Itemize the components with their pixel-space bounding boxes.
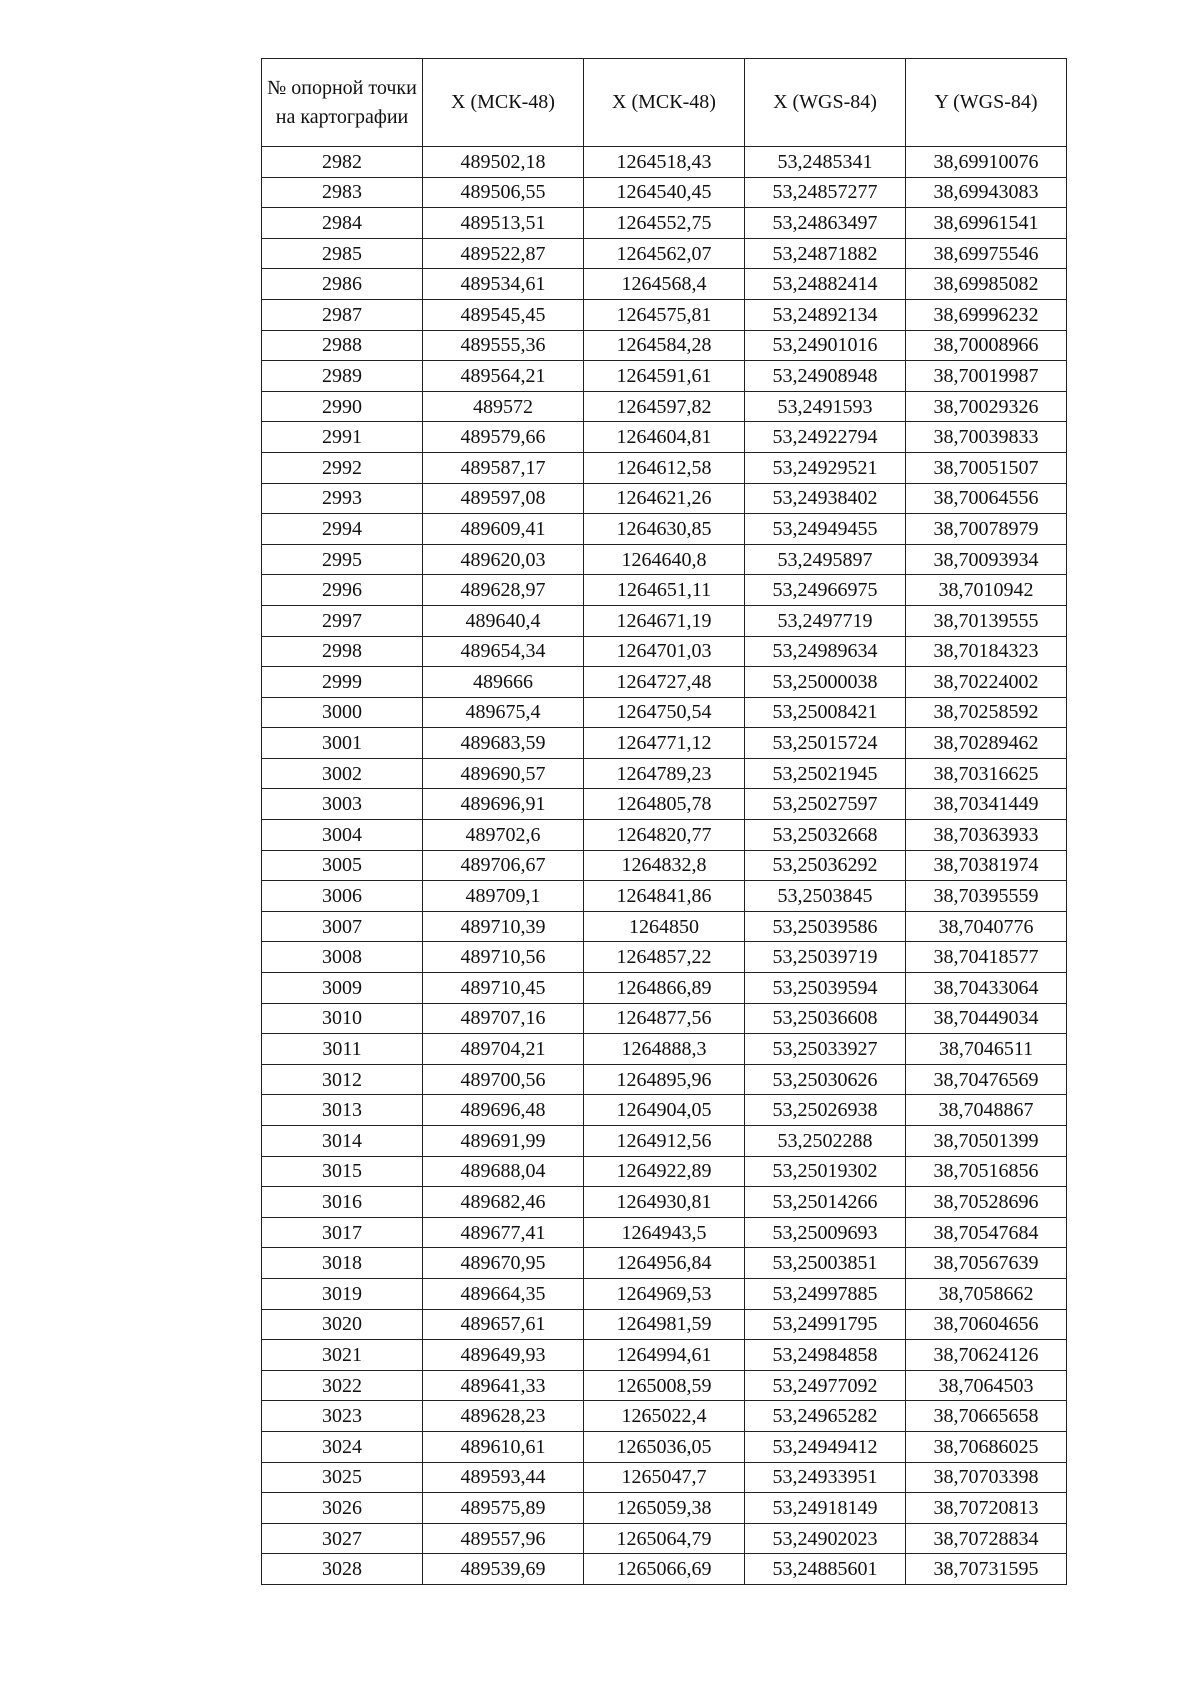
cell-x-wgs84: 53,24885601 <box>745 1554 906 1585</box>
cell-point-number: 2989 <box>262 361 423 392</box>
cell-point-number: 2995 <box>262 544 423 575</box>
cell-x-wgs84: 53,25000038 <box>745 667 906 698</box>
cell-y-wgs84: 38,70341449 <box>906 789 1067 820</box>
cell-x-msk48-b: 1265059,38 <box>584 1493 745 1524</box>
cell-y-wgs84: 38,69975546 <box>906 238 1067 269</box>
cell-y-wgs84: 38,70029326 <box>906 391 1067 422</box>
cell-x-msk48-b: 1264727,48 <box>584 667 745 698</box>
cell-x-wgs84: 53,24929521 <box>745 452 906 483</box>
table-row <box>262 147 1067 178</box>
cell-x-wgs84: 53,24977092 <box>745 1370 906 1401</box>
cell-x-wgs84: 53,24863497 <box>745 208 906 239</box>
table-row <box>262 1095 1067 1126</box>
cell-x-wgs84: 53,25015724 <box>745 728 906 759</box>
cell-y-wgs84: 38,70547684 <box>906 1217 1067 1248</box>
cell-x-msk48-a: 489664,35 <box>423 1278 584 1309</box>
cell-x-msk48-a: 489677,41 <box>423 1217 584 1248</box>
cell-x-msk48-a: 489579,66 <box>423 422 584 453</box>
cell-x-wgs84: 53,24918149 <box>745 1493 906 1524</box>
cell-point-number: 3011 <box>262 1034 423 1065</box>
cell-y-wgs84: 38,70289462 <box>906 728 1067 759</box>
cell-x-wgs84: 53,25039719 <box>745 942 906 973</box>
cell-x-msk48-b: 1264540,45 <box>584 177 745 208</box>
cell-y-wgs84: 38,70395559 <box>906 881 1067 912</box>
cell-point-number: 3024 <box>262 1431 423 1462</box>
table-row <box>262 1248 1067 1279</box>
cell-x-msk48-a: 489710,45 <box>423 973 584 1004</box>
header-point-number: № опорной точки на картографии <box>262 59 423 147</box>
cell-x-msk48-a: 489707,16 <box>423 1003 584 1034</box>
table-row <box>262 422 1067 453</box>
cell-y-wgs84: 38,70703398 <box>906 1462 1067 1493</box>
cell-x-msk48-b: 1264994,61 <box>584 1340 745 1371</box>
cell-x-msk48-b: 1264832,8 <box>584 850 745 881</box>
cell-x-msk48-a: 489575,89 <box>423 1493 584 1524</box>
table-row <box>262 667 1067 698</box>
cell-point-number: 2990 <box>262 391 423 422</box>
cell-x-wgs84: 53,25039594 <box>745 973 906 1004</box>
cell-y-wgs84: 38,70139555 <box>906 605 1067 636</box>
table-body <box>262 147 1067 1585</box>
cell-y-wgs84: 38,69943083 <box>906 177 1067 208</box>
table-row <box>262 177 1067 208</box>
cell-y-wgs84: 38,70516856 <box>906 1156 1067 1187</box>
cell-x-msk48-b: 1264597,82 <box>584 391 745 422</box>
cell-x-msk48-a: 489628,97 <box>423 575 584 606</box>
cell-x-msk48-a: 489502,18 <box>423 147 584 178</box>
table-row <box>262 697 1067 728</box>
cell-y-wgs84: 38,7040776 <box>906 911 1067 942</box>
table-row <box>262 1126 1067 1157</box>
cell-x-msk48-a: 489700,56 <box>423 1064 584 1095</box>
cell-x-msk48-a: 489682,46 <box>423 1187 584 1218</box>
table-row <box>262 942 1067 973</box>
cell-y-wgs84: 38,70316625 <box>906 758 1067 789</box>
cell-x-msk48-a: 489641,33 <box>423 1370 584 1401</box>
cell-point-number: 3025 <box>262 1462 423 1493</box>
cell-y-wgs84: 38,70728834 <box>906 1523 1067 1554</box>
cell-x-wgs84: 53,2503845 <box>745 881 906 912</box>
cell-x-msk48-a: 489696,48 <box>423 1095 584 1126</box>
table-row <box>262 1523 1067 1554</box>
cell-x-wgs84: 53,25014266 <box>745 1187 906 1218</box>
cell-x-msk48-a: 489609,41 <box>423 514 584 545</box>
cell-x-msk48-b: 1264630,85 <box>584 514 745 545</box>
cell-x-msk48-a: 489691,99 <box>423 1126 584 1157</box>
cell-x-wgs84: 53,24938402 <box>745 483 906 514</box>
cell-x-wgs84: 53,24922794 <box>745 422 906 453</box>
cell-x-msk48-a: 489704,21 <box>423 1034 584 1065</box>
cell-y-wgs84: 38,70567639 <box>906 1248 1067 1279</box>
cell-x-wgs84: 53,25030626 <box>745 1064 906 1095</box>
cell-x-msk48-a: 489513,51 <box>423 208 584 239</box>
cell-x-msk48-b: 1264640,8 <box>584 544 745 575</box>
cell-y-wgs84: 38,70224002 <box>906 667 1067 698</box>
cell-point-number: 2988 <box>262 330 423 361</box>
cell-y-wgs84: 38,70731595 <box>906 1554 1067 1585</box>
cell-point-number: 3004 <box>262 820 423 851</box>
cell-point-number: 3021 <box>262 1340 423 1371</box>
table-row <box>262 820 1067 851</box>
cell-point-number: 3003 <box>262 789 423 820</box>
table-row <box>262 1493 1067 1524</box>
cell-x-msk48-b: 1264888,3 <box>584 1034 745 1065</box>
cell-x-wgs84: 53,25026938 <box>745 1095 906 1126</box>
cell-x-msk48-a: 489710,56 <box>423 942 584 973</box>
cell-x-wgs84: 53,25009693 <box>745 1217 906 1248</box>
cell-x-msk48-b: 1264591,61 <box>584 361 745 392</box>
table-row <box>262 1431 1067 1462</box>
cell-x-wgs84: 53,25032668 <box>745 820 906 851</box>
cell-x-msk48-a: 489666 <box>423 667 584 698</box>
header-x-msk48-b: X (МСК-48) <box>584 59 745 147</box>
table-row <box>262 881 1067 912</box>
table-row <box>262 269 1067 300</box>
cell-x-wgs84: 53,25027597 <box>745 789 906 820</box>
coordinates-table <box>261 58 1067 1585</box>
cell-x-wgs84: 53,25019302 <box>745 1156 906 1187</box>
cell-x-msk48-a: 489564,21 <box>423 361 584 392</box>
cell-x-wgs84: 53,24984858 <box>745 1340 906 1371</box>
table-row <box>262 789 1067 820</box>
header-row <box>262 59 1067 147</box>
table-row <box>262 1034 1067 1065</box>
cell-point-number: 3000 <box>262 697 423 728</box>
cell-y-wgs84: 38,69910076 <box>906 147 1067 178</box>
cell-y-wgs84: 38,70184323 <box>906 636 1067 667</box>
cell-x-wgs84: 53,25008421 <box>745 697 906 728</box>
cell-x-msk48-a: 489640,4 <box>423 605 584 636</box>
cell-point-number: 3002 <box>262 758 423 789</box>
cell-point-number: 3007 <box>262 911 423 942</box>
cell-point-number: 3015 <box>262 1156 423 1187</box>
cell-y-wgs84: 38,70686025 <box>906 1431 1067 1462</box>
cell-x-msk48-a: 489683,59 <box>423 728 584 759</box>
cell-x-wgs84: 53,25036608 <box>745 1003 906 1034</box>
cell-point-number: 2984 <box>262 208 423 239</box>
cell-x-msk48-b: 1264866,89 <box>584 973 745 1004</box>
cell-y-wgs84: 38,70604656 <box>906 1309 1067 1340</box>
cell-x-wgs84: 53,24902023 <box>745 1523 906 1554</box>
cell-x-msk48-a: 489690,57 <box>423 758 584 789</box>
cell-x-wgs84: 53,24997885 <box>745 1278 906 1309</box>
table-row <box>262 544 1067 575</box>
cell-point-number: 3028 <box>262 1554 423 1585</box>
cell-x-msk48-b: 1264584,28 <box>584 330 745 361</box>
table-row <box>262 452 1067 483</box>
cell-x-wgs84: 53,24901016 <box>745 330 906 361</box>
cell-x-msk48-b: 1264857,22 <box>584 942 745 973</box>
cell-point-number: 2985 <box>262 238 423 269</box>
cell-x-wgs84: 53,24908948 <box>745 361 906 392</box>
cell-x-msk48-a: 489610,61 <box>423 1431 584 1462</box>
cell-x-wgs84: 53,24871882 <box>745 238 906 269</box>
table-row <box>262 728 1067 759</box>
cell-y-wgs84: 38,70051507 <box>906 452 1067 483</box>
cell-x-msk48-b: 1264877,56 <box>584 1003 745 1034</box>
cell-point-number: 3016 <box>262 1187 423 1218</box>
table-row <box>262 1278 1067 1309</box>
table-row <box>262 483 1067 514</box>
cell-x-msk48-a: 489675,4 <box>423 697 584 728</box>
cell-point-number: 3022 <box>262 1370 423 1401</box>
header-y-wgs84: Y (WGS-84) <box>906 59 1067 147</box>
cell-x-wgs84: 53,2491593 <box>745 391 906 422</box>
header-x-msk48-a: X (МСК-48) <box>423 59 584 147</box>
table-row <box>262 1217 1067 1248</box>
cell-x-wgs84: 53,25033927 <box>745 1034 906 1065</box>
cell-point-number: 3006 <box>262 881 423 912</box>
cell-x-msk48-b: 1264518,43 <box>584 147 745 178</box>
cell-point-number: 3013 <box>262 1095 423 1126</box>
cell-x-msk48-a: 489555,36 <box>423 330 584 361</box>
cell-x-msk48-b: 1264969,53 <box>584 1278 745 1309</box>
cell-y-wgs84: 38,70039833 <box>906 422 1067 453</box>
cell-x-wgs84: 53,2497719 <box>745 605 906 636</box>
cell-point-number: 2998 <box>262 636 423 667</box>
cell-point-number: 3014 <box>262 1126 423 1157</box>
cell-point-number: 3001 <box>262 728 423 759</box>
cell-y-wgs84: 38,7046511 <box>906 1034 1067 1065</box>
table-row <box>262 1554 1067 1585</box>
cell-point-number: 3019 <box>262 1278 423 1309</box>
table-row <box>262 1156 1067 1187</box>
table-row <box>262 1064 1067 1095</box>
cell-x-msk48-b: 1264895,96 <box>584 1064 745 1095</box>
table-row <box>262 361 1067 392</box>
cell-y-wgs84: 38,7058662 <box>906 1278 1067 1309</box>
cell-y-wgs84: 38,7048867 <box>906 1095 1067 1126</box>
cell-x-msk48-b: 1264562,07 <box>584 238 745 269</box>
header-x-wgs84: X (WGS-84) <box>745 59 906 147</box>
cell-x-msk48-b: 1264850 <box>584 911 745 942</box>
cell-point-number: 3026 <box>262 1493 423 1524</box>
cell-x-msk48-a: 489545,45 <box>423 299 584 330</box>
cell-point-number: 3020 <box>262 1309 423 1340</box>
cell-y-wgs84: 38,7064503 <box>906 1370 1067 1401</box>
cell-y-wgs84: 38,70449034 <box>906 1003 1067 1034</box>
cell-x-msk48-b: 1264552,75 <box>584 208 745 239</box>
cell-x-msk48-a: 489557,96 <box>423 1523 584 1554</box>
cell-x-msk48-b: 1265022,4 <box>584 1401 745 1432</box>
table-row <box>262 1187 1067 1218</box>
table-row <box>262 1340 1067 1371</box>
cell-x-msk48-b: 1264904,05 <box>584 1095 745 1126</box>
cell-x-msk48-a: 489654,34 <box>423 636 584 667</box>
cell-y-wgs84: 38,70433064 <box>906 973 1067 1004</box>
cell-x-msk48-b: 1265036,05 <box>584 1431 745 1462</box>
cell-y-wgs84: 38,70078979 <box>906 514 1067 545</box>
table-row <box>262 575 1067 606</box>
cell-point-number: 3017 <box>262 1217 423 1248</box>
table-row <box>262 514 1067 545</box>
table-row <box>262 1462 1067 1493</box>
cell-y-wgs84: 38,70258592 <box>906 697 1067 728</box>
cell-x-wgs84: 53,2495897 <box>745 544 906 575</box>
cell-x-msk48-a: 489587,17 <box>423 452 584 483</box>
cell-point-number: 2986 <box>262 269 423 300</box>
cell-x-wgs84: 53,24892134 <box>745 299 906 330</box>
cell-point-number: 2996 <box>262 575 423 606</box>
table-row <box>262 299 1067 330</box>
cell-x-wgs84: 53,2485341 <box>745 147 906 178</box>
cell-x-msk48-a: 489597,08 <box>423 483 584 514</box>
cell-x-msk48-a: 489670,95 <box>423 1248 584 1279</box>
cell-x-wgs84: 53,24857277 <box>745 177 906 208</box>
table-row <box>262 330 1067 361</box>
cell-x-wgs84: 53,24989634 <box>745 636 906 667</box>
cell-x-msk48-b: 1265064,79 <box>584 1523 745 1554</box>
cell-point-number: 2982 <box>262 147 423 178</box>
table-row <box>262 1003 1067 1034</box>
cell-point-number: 2983 <box>262 177 423 208</box>
cell-point-number: 3023 <box>262 1401 423 1432</box>
cell-y-wgs84: 38,70501399 <box>906 1126 1067 1157</box>
cell-x-msk48-a: 489696,91 <box>423 789 584 820</box>
cell-x-msk48-a: 489649,93 <box>423 1340 584 1371</box>
cell-point-number: 2999 <box>262 667 423 698</box>
cell-y-wgs84: 38,70093934 <box>906 544 1067 575</box>
cell-x-msk48-b: 1264612,58 <box>584 452 745 483</box>
cell-x-msk48-a: 489620,03 <box>423 544 584 575</box>
table-row <box>262 758 1067 789</box>
cell-y-wgs84: 38,70008966 <box>906 330 1067 361</box>
cell-x-msk48-b: 1264568,4 <box>584 269 745 300</box>
cell-point-number: 3008 <box>262 942 423 973</box>
table-row <box>262 238 1067 269</box>
cell-y-wgs84: 38,70624126 <box>906 1340 1067 1371</box>
cell-x-msk48-b: 1264912,56 <box>584 1126 745 1157</box>
cell-x-msk48-b: 1264575,81 <box>584 299 745 330</box>
cell-x-msk48-b: 1264604,81 <box>584 422 745 453</box>
cell-point-number: 2992 <box>262 452 423 483</box>
cell-x-msk48-b: 1264930,81 <box>584 1187 745 1218</box>
cell-x-msk48-a: 489522,87 <box>423 238 584 269</box>
table-row <box>262 850 1067 881</box>
cell-point-number: 3009 <box>262 973 423 1004</box>
cell-x-msk48-b: 1264789,23 <box>584 758 745 789</box>
cell-point-number: 2993 <box>262 483 423 514</box>
cell-x-wgs84: 53,25003851 <box>745 1248 906 1279</box>
cell-point-number: 2987 <box>262 299 423 330</box>
cell-y-wgs84: 38,70665658 <box>906 1401 1067 1432</box>
cell-point-number: 3018 <box>262 1248 423 1279</box>
cell-y-wgs84: 38,7010942 <box>906 575 1067 606</box>
cell-y-wgs84: 38,69985082 <box>906 269 1067 300</box>
cell-x-msk48-a: 489534,61 <box>423 269 584 300</box>
cell-point-number: 3010 <box>262 1003 423 1034</box>
cell-point-number: 2991 <box>262 422 423 453</box>
cell-x-msk48-a: 489709,1 <box>423 881 584 912</box>
cell-x-msk48-b: 1265047,7 <box>584 1462 745 1493</box>
cell-y-wgs84: 38,70363933 <box>906 820 1067 851</box>
table-row <box>262 208 1067 239</box>
table-row <box>262 391 1067 422</box>
cell-y-wgs84: 38,70528696 <box>906 1187 1067 1218</box>
cell-x-msk48-a: 489539,69 <box>423 1554 584 1585</box>
cell-x-msk48-a: 489506,55 <box>423 177 584 208</box>
cell-x-msk48-b: 1264771,12 <box>584 728 745 759</box>
cell-x-msk48-b: 1264820,77 <box>584 820 745 851</box>
cell-x-msk48-b: 1264841,86 <box>584 881 745 912</box>
table-row <box>262 973 1067 1004</box>
cell-x-msk48-a: 489628,23 <box>423 1401 584 1432</box>
cell-x-wgs84: 53,24949412 <box>745 1431 906 1462</box>
cell-x-msk48-b: 1264750,54 <box>584 697 745 728</box>
cell-x-msk48-b: 1264671,19 <box>584 605 745 636</box>
cell-y-wgs84: 38,69996232 <box>906 299 1067 330</box>
cell-x-wgs84: 53,25036292 <box>745 850 906 881</box>
cell-x-wgs84: 53,24933951 <box>745 1462 906 1493</box>
cell-x-msk48-a: 489706,67 <box>423 850 584 881</box>
table-row <box>262 1370 1067 1401</box>
cell-x-msk48-b: 1264981,59 <box>584 1309 745 1340</box>
table-row <box>262 911 1067 942</box>
cell-x-msk48-b: 1264922,89 <box>584 1156 745 1187</box>
cell-y-wgs84: 38,70418577 <box>906 942 1067 973</box>
cell-x-msk48-b: 1264701,03 <box>584 636 745 667</box>
cell-point-number: 2994 <box>262 514 423 545</box>
cell-x-wgs84: 53,25021945 <box>745 758 906 789</box>
table-row <box>262 1309 1067 1340</box>
cell-y-wgs84: 38,69961541 <box>906 208 1067 239</box>
cell-x-wgs84: 53,24966975 <box>745 575 906 606</box>
cell-x-wgs84: 53,2502288 <box>745 1126 906 1157</box>
cell-x-msk48-a: 489657,61 <box>423 1309 584 1340</box>
cell-x-wgs84: 53,24882414 <box>745 269 906 300</box>
cell-x-msk48-a: 489702,6 <box>423 820 584 851</box>
cell-x-wgs84: 53,25039586 <box>745 911 906 942</box>
cell-x-wgs84: 53,24991795 <box>745 1309 906 1340</box>
cell-point-number: 2997 <box>262 605 423 636</box>
cell-x-msk48-b: 1264956,84 <box>584 1248 745 1279</box>
cell-x-msk48-b: 1264621,26 <box>584 483 745 514</box>
cell-x-msk48-a: 489710,39 <box>423 911 584 942</box>
table-row <box>262 636 1067 667</box>
cell-x-msk48-b: 1264805,78 <box>584 789 745 820</box>
cell-point-number: 3027 <box>262 1523 423 1554</box>
cell-x-wgs84: 53,24949455 <box>745 514 906 545</box>
table-row <box>262 605 1067 636</box>
table-row <box>262 1401 1067 1432</box>
cell-point-number: 3005 <box>262 850 423 881</box>
cell-x-msk48-b: 1264943,5 <box>584 1217 745 1248</box>
cell-x-msk48-b: 1265008,59 <box>584 1370 745 1401</box>
cell-x-msk48-b: 1265066,69 <box>584 1554 745 1585</box>
cell-y-wgs84: 38,70019987 <box>906 361 1067 392</box>
cell-x-msk48-b: 1264651,11 <box>584 575 745 606</box>
cell-x-msk48-a: 489688,04 <box>423 1156 584 1187</box>
cell-y-wgs84: 38,70720813 <box>906 1493 1067 1524</box>
cell-x-msk48-a: 489572 <box>423 391 584 422</box>
cell-point-number: 3012 <box>262 1064 423 1095</box>
cell-y-wgs84: 38,70381974 <box>906 850 1067 881</box>
cell-x-msk48-a: 489593,44 <box>423 1462 584 1493</box>
table-header <box>262 59 1067 147</box>
cell-x-wgs84: 53,24965282 <box>745 1401 906 1432</box>
cell-y-wgs84: 38,70064556 <box>906 483 1067 514</box>
cell-y-wgs84: 38,70476569 <box>906 1064 1067 1095</box>
